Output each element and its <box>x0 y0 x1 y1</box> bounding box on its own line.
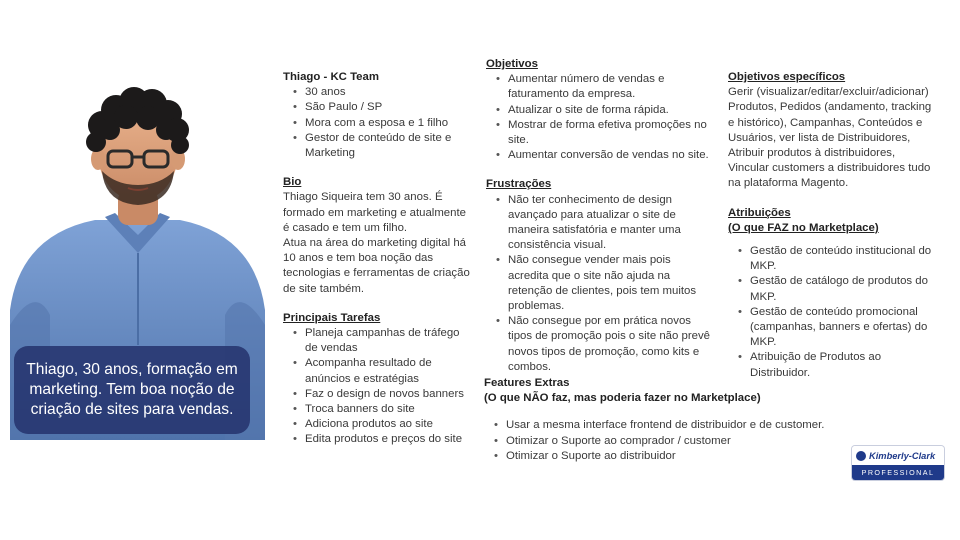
list-item: • Não consegue vender mais pois acredita que o site não ajuda na retenção de clientes, pois tem muitos problemas. <box>486 253 711 314</box>
attributions-subheading: (O que FAZ no Marketplace) <box>728 221 879 234</box>
list-item: • Não consegue por em prática novos tipos de promoção pois o site não prevê novos tipos de promoção, como kits e combos. <box>486 314 711 375</box>
persona-title: Thiago - KC Team <box>283 71 379 83</box>
list-item: • Gestão de catálogo de produtos do MKP. <box>728 274 933 304</box>
list-item: • Edita produtos e preços do site <box>283 432 473 447</box>
list-item: • Planeja campanhas de tráfego de vendas <box>283 326 473 356</box>
list-item: • Usar a mesma interface frontend de distribuidor e de customer. <box>484 418 844 433</box>
bio-heading: Bio <box>283 176 302 189</box>
features-heading: Features Extras <box>484 377 570 389</box>
list-item: • Troca banners do site <box>283 402 473 417</box>
tasks-heading: Principais Tarefas <box>283 311 381 324</box>
features-section <box>484 376 844 464</box>
frustrations-heading: Frustrações <box>486 178 552 191</box>
kimberly-clark-logo <box>852 446 944 480</box>
list-item: • Mora com a esposa e 1 filho <box>283 116 473 131</box>
avatar-caption: Thiago, 30 anos, formação em marketing. Tem boa noção de criação de sites para vendas. <box>14 346 250 434</box>
bio-text: Thiago Siqueira tem 30 anos. É formado em marketing e atualmente é casado e tem um filho. <box>283 191 466 234</box>
objectives-heading: Objetivos <box>486 58 538 70</box>
list-item: • Atribuição de Produtos ao Distribuidor. <box>728 350 933 380</box>
tasks-list <box>283 326 473 448</box>
list-item: • Atualizar o site de forma rápida. <box>486 103 711 118</box>
list-item: • Otimizar o Suporte ao comprador / customer <box>484 434 844 449</box>
frustrations-list <box>486 193 711 375</box>
list-item: • Gestor de conteúdo de site e Marketing <box>283 131 473 161</box>
attributions-heading: Atribuições <box>728 206 791 219</box>
column-goals <box>486 57 711 375</box>
list-item: • 30 anos <box>283 85 473 100</box>
specific-objectives-heading: Objetivos específicos <box>728 71 846 83</box>
list-item: • Mostrar de forma efetiva promoções no site. <box>486 118 711 148</box>
list-item: • São Paulo / SP <box>283 100 473 115</box>
column-specific <box>728 70 933 381</box>
list-item: • Otimizar o Suporte ao distribuidor <box>484 449 844 464</box>
objectives-list <box>486 72 711 163</box>
logo-name: Kimberly-Clark <box>869 450 936 461</box>
bio-text: Atua na área do marketing digital há 10 anos e tem boa noção das tecnologias e ferramentas de criação de site também. <box>283 237 470 295</box>
list-item: • Acompanha resultado de anúncios e estratégias <box>283 356 473 386</box>
features-list <box>484 418 844 464</box>
list-item: • Faz o design de novos banners <box>283 387 473 402</box>
list-item: • Gestão de conteúdo institucional do MKP. <box>728 244 933 274</box>
list-item: • Adiciona produtos ao site <box>283 417 473 432</box>
logo-mark-icon <box>856 451 866 461</box>
attributions-list <box>728 244 933 381</box>
logo-sub: PROFESSIONAL <box>852 465 944 480</box>
column-persona <box>283 70 473 448</box>
list-item: • Aumentar conversão de vendas no site. <box>486 148 711 163</box>
list-item: • Aumentar número de vendas e faturamento da empresa. <box>486 72 711 102</box>
list-item: • Não ter conhecimento de design avançado para atualizar o site de maneira satisfatória e manter uma consistência visual. <box>486 193 711 254</box>
persona-list <box>283 85 473 161</box>
features-subheading: (O que NÃO faz, mas poderia fazer no Marketplace) <box>484 392 761 405</box>
list-item: • Gestão de conteúdo promocional (campanhas, banners e ofertas) do MKP. <box>728 305 933 351</box>
specific-objectives-text: Gerir (visualizar/editar/excluir/adicionar) Produtos, Pedidos (andamento, tracking e histórico), Campanhas, Conteúdos e Usuários, ver lista de Distribuidores, Atribuir produtos à distribuidores, Vincular customers a distribuidores tudo na plataforma Magento. <box>728 86 932 190</box>
